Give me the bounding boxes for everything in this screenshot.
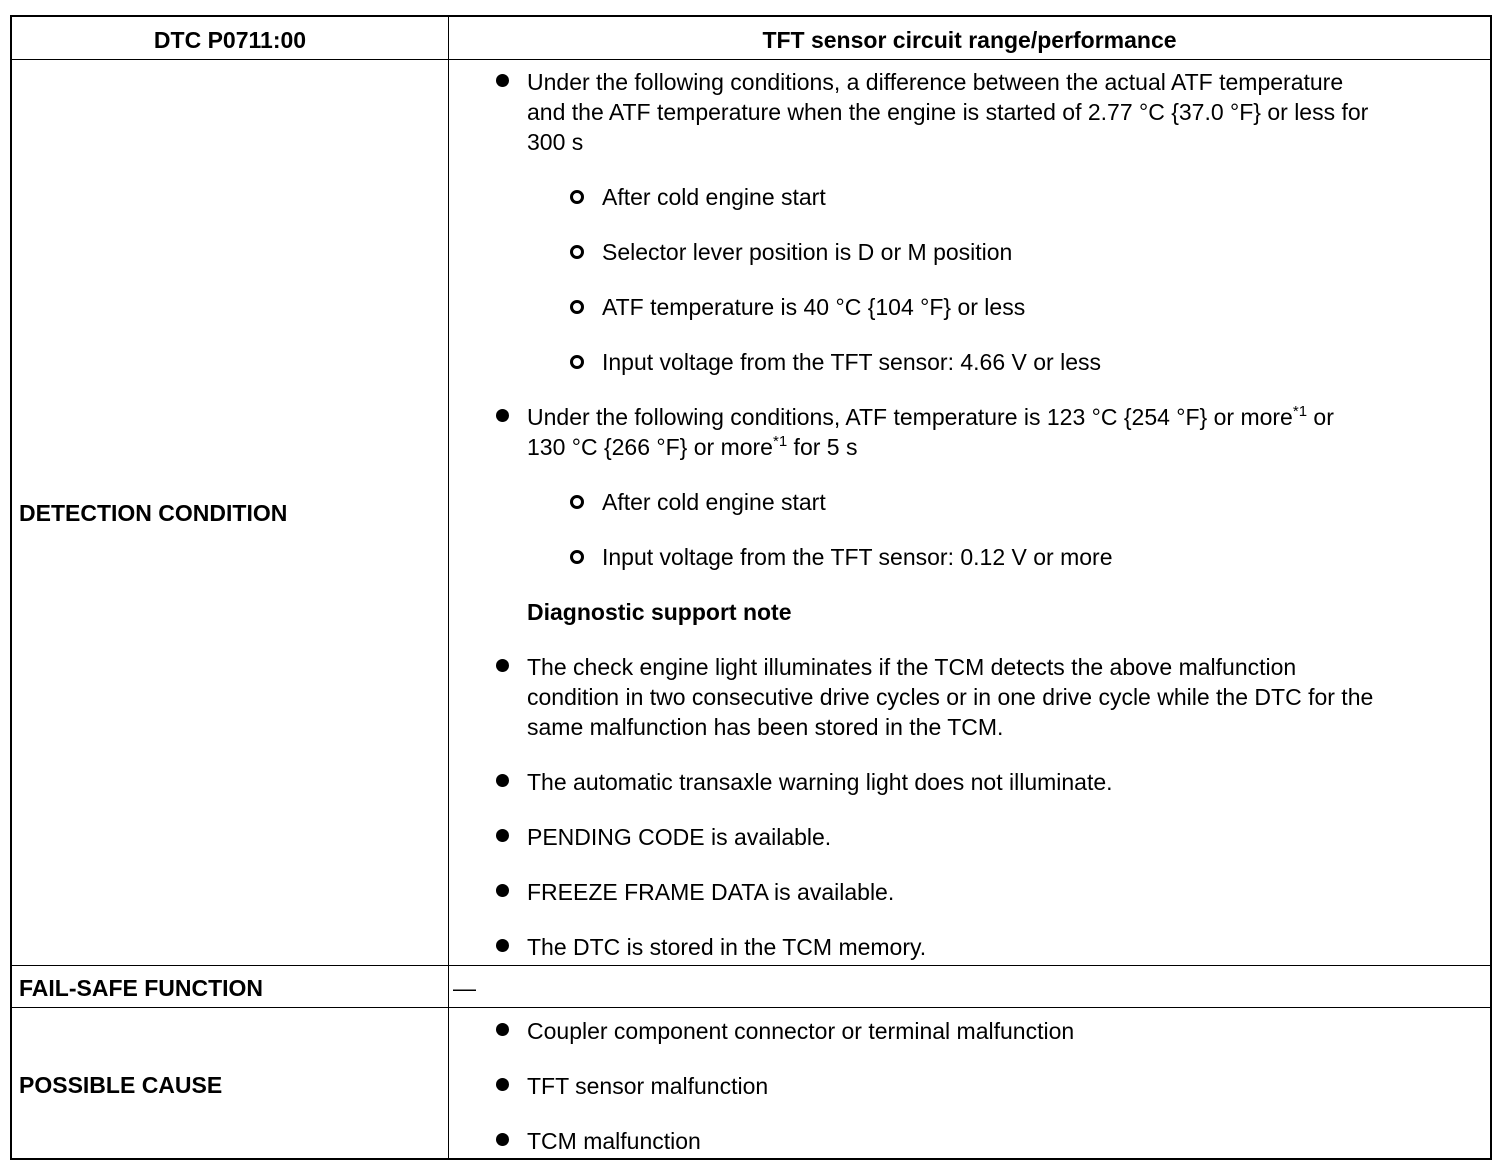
circle-bullet-icon: [570, 300, 584, 314]
note-3: PENDING CODE is available.: [527, 824, 832, 850]
dtc-table: [10, 15, 1492, 1160]
detection-item-1-sub-3: ATF temperature is 40 °C {104 °F} or less: [602, 294, 1026, 320]
possible-cause-label: POSSIBLE CAUSE: [19, 1072, 223, 1098]
bullet-icon: [496, 884, 509, 897]
circle-bullet-icon: [570, 550, 584, 564]
note-5: The DTC is stored in the TCM memory.: [527, 934, 927, 960]
detection-item-1-sub-1: After cold engine start: [602, 184, 826, 210]
circle-bullet-icon: [570, 190, 584, 204]
note-1-line-3: same malfunction has been stored in the TCM.: [527, 714, 1004, 740]
fail-safe-label: FAIL-SAFE FUNCTION: [19, 975, 264, 1001]
cause-2: TFT sensor malfunction: [527, 1073, 769, 1099]
note-1-line-2: condition in two consecutive drive cycles or in one drive cycle while the DTC for the: [527, 684, 1374, 710]
bullet-icon: [496, 74, 509, 87]
column-divider: [448, 17, 449, 1158]
bullet-icon: [496, 774, 509, 787]
circle-bullet-icon: [570, 495, 584, 509]
bullet-icon: [496, 1133, 509, 1146]
footnote-marker: *1: [1292, 403, 1308, 420]
detection-item-2-sub-1: After cold engine start: [602, 489, 826, 515]
detection-item-1-line-1: Under the following conditions, a difference between the actual ATF temperature: [527, 69, 1344, 95]
note-4: FREEZE FRAME DATA is available.: [527, 879, 895, 905]
cause-3: TCM malfunction: [527, 1128, 701, 1154]
bullet-icon: [496, 409, 509, 422]
detection-item-1-line-3: 300 s: [527, 129, 584, 155]
detection-item-1-sub-4: Input voltage from the TFT sensor: 4.66 V or less: [602, 349, 1102, 375]
row-divider-header: [12, 59, 1490, 60]
row-divider-detection: [12, 965, 1490, 966]
bullet-icon: [496, 1078, 509, 1091]
bullet-icon: [496, 1023, 509, 1036]
circle-bullet-icon: [570, 245, 584, 259]
detection-condition-label: DETECTION CONDITION: [19, 500, 288, 526]
detection-item-1-sub-2: Selector lever position is D or M position: [602, 239, 1013, 265]
detection-item-1-line-2: and the ATF temperature when the engine is started of 2.77 °C {37.0 °F} or less for: [527, 99, 1369, 125]
dtc-code-header: DTC P0711:00: [153, 27, 307, 53]
bullet-icon: [496, 939, 509, 952]
detection-item-2-sub-2: Input voltage from the TFT sensor: 0.12 V or more: [602, 544, 1113, 570]
detection-item-2-line-2: 130 °C {266 °F} or more$^{*1}$ for 5 s: [527, 433, 858, 460]
bullet-icon: [496, 659, 509, 672]
detection-item-2-line-1: Under the following conditions, ATF temperature is 123 °C {254 °F} or more$^{*1}$ or: [527, 403, 1334, 430]
footnote-marker: *1: [772, 433, 788, 450]
support-note-heading: Diagnostic support note: [527, 599, 792, 625]
bullet-icon: [496, 829, 509, 842]
dtc-title-header: TFT sensor circuit range/performance: [762, 27, 1177, 53]
cause-1: Coupler component connector or terminal malfunction: [527, 1018, 1075, 1044]
circle-bullet-icon: [570, 355, 584, 369]
row-divider-failsafe: [12, 1007, 1490, 1008]
note-1-line-1: The check engine light illuminates if the TCM detects the above malfunction: [527, 654, 1297, 680]
note-2: The automatic transaxle warning light does not illuminate.: [527, 769, 1113, 795]
fail-safe-value: —: [453, 975, 476, 1001]
